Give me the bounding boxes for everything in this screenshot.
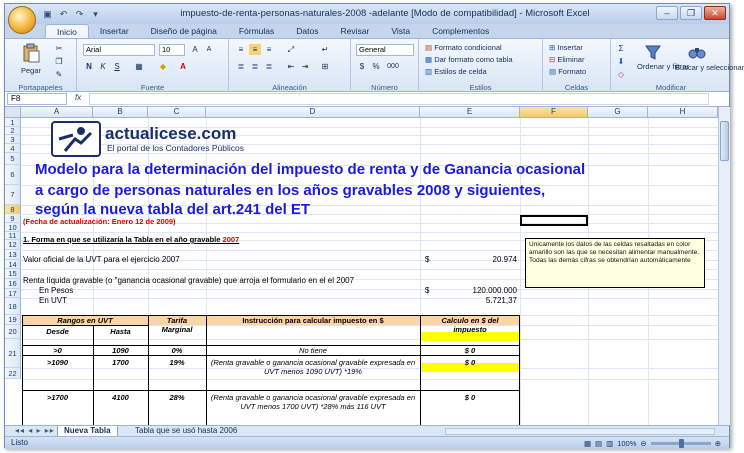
font-name-combo[interactable]: Arial xyxy=(83,44,155,56)
row-header[interactable]: 1 xyxy=(5,118,21,127)
title-line-2: a cargo de personas naturales en los años gravables 2008 y siguientes, xyxy=(35,182,546,199)
status-bar xyxy=(5,436,729,449)
col-header-f[interactable]: F xyxy=(520,107,588,118)
italic-button[interactable]: K xyxy=(100,62,106,71)
pesos-label: En Pesos xyxy=(39,286,74,295)
percent-button[interactable]: % xyxy=(372,62,380,71)
row-header[interactable]: 3 xyxy=(5,135,21,144)
horizontal-scrollbar[interactable] xyxy=(445,428,715,435)
align-center-icon[interactable]: ≣ xyxy=(251,62,259,71)
row2-calculo: $ 0 xyxy=(464,358,476,367)
row3-calculo: $ 0 xyxy=(464,393,476,402)
row2-tarifa: 19% xyxy=(169,358,185,367)
align-top-icon[interactable]: ≡ xyxy=(238,45,244,54)
delete-cells-button[interactable] xyxy=(549,55,584,64)
fill-color-icon[interactable]: ◆ xyxy=(159,62,167,71)
row3-hasta: 4100 xyxy=(112,393,129,402)
row-header[interactable]: 9 xyxy=(5,214,21,223)
cut-icon[interactable]: ✂ xyxy=(55,44,63,53)
tab-formulas[interactable]: Fórmulas xyxy=(238,26,275,36)
comment-note: Unicamente los datos de las celdas resaltadas en color amarillo son las que se necesitan alimentar manualmente. Todas las demás cifras se obtendrían automáticamente xyxy=(525,238,705,288)
row1-tarifa: 0% xyxy=(171,346,183,355)
ribbon-tabs xyxy=(5,24,729,39)
pesos-currency: $ xyxy=(425,286,430,295)
tab-complementos[interactable]: Complementos xyxy=(432,26,490,36)
zoom-in-icon[interactable]: ⊕ xyxy=(714,439,721,448)
format-as-table-button[interactable] xyxy=(425,55,513,64)
format-painter-icon[interactable]: ✎ xyxy=(55,70,63,79)
scroll-thumb[interactable] xyxy=(720,121,729,161)
renta-label: Renta líquida gravable (o "ganancia ocasional gravable) que arroja el formulario en el el 2007 xyxy=(23,276,355,285)
zoom-slider-thumb[interactable] xyxy=(679,439,684,448)
copy-icon[interactable]: ❐ xyxy=(55,57,63,66)
sheet-nav-arrows-icon[interactable]: ◂◂ ◂ ▸ ▸▸ xyxy=(15,426,55,435)
quick-access-toolbar xyxy=(41,8,102,20)
update-date: (Fecha de actualización: Enero 12 de 2009) xyxy=(23,217,176,226)
modify-group-label: Modificar xyxy=(655,83,687,92)
excel-window xyxy=(4,3,744,448)
section-1-text: 1. Forma en que se utilizaría la Tabla en el año gravable xyxy=(23,235,221,244)
row3-desde: >1700 xyxy=(46,393,69,402)
table-line xyxy=(148,315,149,427)
uvt-en-label: En UVT xyxy=(39,296,68,305)
fill-icon[interactable]: ⬇ xyxy=(617,57,625,66)
window-title: impuesto-de-renta-personas-naturales-2008 -adelante [Modo de compatibilidad] - Microsoft Excel xyxy=(180,8,590,19)
clipboard-group-label: Portapapeles xyxy=(18,83,63,92)
maximize-button[interactable]: ❐ xyxy=(680,6,702,20)
row1-instruccion: No tiene xyxy=(299,346,327,355)
number-group-label: Número xyxy=(371,83,398,92)
select-all-corner[interactable] xyxy=(5,107,21,118)
hdr-calculo: Calculo en $ del impuesto xyxy=(441,316,499,334)
row-header[interactable]: 2 xyxy=(5,127,21,135)
col-header-b[interactable]: B xyxy=(93,107,148,118)
title-bar xyxy=(5,4,729,24)
decrease-indent-icon[interactable]: ⇤ xyxy=(287,62,295,71)
conditional-format-label: Formato condicional xyxy=(434,43,502,52)
align-bottom-icon[interactable]: ≡ xyxy=(266,45,272,54)
orientation-icon[interactable]: ⤢ xyxy=(287,45,295,54)
uvt-label: Valor oficial de la UVT para el ejercicio 2007 xyxy=(23,255,180,264)
row-header[interactable]: 7 xyxy=(5,185,21,205)
sheet-tab-tabla-2006[interactable]: Tabla que se usó hasta 2006 xyxy=(135,426,238,435)
group-modify xyxy=(611,39,744,93)
uvt-en-value: 5.721,37 xyxy=(485,296,517,305)
title-line-3: según la nueva tabla del art.241 del ET xyxy=(35,201,311,218)
wrap-text-icon[interactable]: ↵ xyxy=(321,45,329,54)
autosum-icon[interactable]: Σ xyxy=(618,44,624,53)
window-controls xyxy=(656,6,726,20)
insert-cells-button[interactable] xyxy=(549,43,583,52)
tab-vista[interactable]: Vista xyxy=(391,26,411,36)
row-header[interactable]: 20 xyxy=(5,325,21,339)
row1-desde: >0 xyxy=(53,346,62,355)
uvt-currency: $ xyxy=(425,255,430,264)
merge-center-icon[interactable]: ⊞ xyxy=(321,62,329,71)
spreadsheet-grid xyxy=(5,107,718,425)
row-header[interactable]: 19 xyxy=(5,315,21,325)
vertical-scrollbar[interactable] xyxy=(718,107,730,425)
sheet-tab-bar xyxy=(5,425,729,436)
bold-button[interactable]: N xyxy=(86,62,92,71)
table-line xyxy=(93,325,94,427)
actualicese-logo-icon xyxy=(51,121,103,159)
format-cells-label: Formato xyxy=(558,67,587,76)
insert-cells-label: Insertar xyxy=(557,43,583,52)
hdr-hasta: Hasta xyxy=(110,327,131,336)
styles-group-label: Estilos xyxy=(469,83,492,92)
thousands-button[interactable]: 000 xyxy=(387,63,399,70)
number-format-combo[interactable]: General xyxy=(356,44,414,56)
alignment-group-label: Alineación xyxy=(272,83,307,92)
view-pagebreak-icon[interactable]: ▥ xyxy=(606,439,614,448)
undo-icon[interactable]: ↶ xyxy=(59,9,68,19)
col-header-g[interactable]: G xyxy=(588,107,648,118)
row-header[interactable]: 12 xyxy=(5,240,21,250)
row-header[interactable]: 15 xyxy=(5,269,21,279)
underline-button[interactable]: S xyxy=(114,62,120,71)
table-line xyxy=(22,355,520,356)
group-clipboard xyxy=(5,39,77,93)
format-cells-button[interactable] xyxy=(549,67,586,76)
zoom-slider[interactable] xyxy=(651,442,711,445)
font-color-icon[interactable]: A xyxy=(180,62,186,71)
row3-instruccion: (Renta gravable o ganancia ocasional gravable expresada en UVT menos 1700 UVT) *28% más 116 UVT xyxy=(210,393,416,411)
view-normal-icon[interactable]: ▦ xyxy=(583,439,592,448)
tab-datos[interactable]: Datos xyxy=(296,26,319,36)
section-1-title xyxy=(23,235,239,244)
col-header-c[interactable]: C xyxy=(148,107,206,118)
view-layout-icon[interactable]: ▤ xyxy=(595,439,603,448)
format-table-label: Dar formato como tabla xyxy=(434,55,513,64)
group-alignment xyxy=(229,39,351,93)
status-text: Listo xyxy=(11,438,28,447)
format-cells-icon: ▤ xyxy=(549,67,557,76)
grid-line xyxy=(21,289,718,290)
sort-filter-button[interactable]: Ordenar y filtrar xyxy=(637,62,690,71)
borders-icon[interactable]: ▦ xyxy=(135,62,143,71)
group-cells xyxy=(543,39,611,93)
grid-line xyxy=(21,153,718,154)
row-header[interactable]: 22 xyxy=(5,368,21,379)
row-header[interactable]: 21 xyxy=(5,339,21,368)
table-line xyxy=(206,315,207,427)
font-group-label: Fuente xyxy=(140,83,165,92)
row-header[interactable]: 11 xyxy=(5,232,21,240)
fx-icon[interactable]: fx xyxy=(75,93,82,102)
uvt-value[interactable]: 20.974 xyxy=(492,255,517,264)
format-table-icon: ▦ xyxy=(425,55,433,64)
align-right-icon[interactable]: ≣ xyxy=(265,62,273,71)
sheet-tab-nueva-tabla[interactable]: Nueva Tabla xyxy=(57,426,118,437)
pesos-value[interactable]: 120.000.000 xyxy=(472,286,517,295)
table-line xyxy=(22,390,520,391)
col-header-d[interactable]: D xyxy=(206,107,420,118)
save-icon[interactable]: ▣ xyxy=(43,9,52,19)
redo-icon[interactable]: ↷ xyxy=(75,9,84,19)
group-number xyxy=(351,39,419,93)
grid-line xyxy=(21,298,718,299)
active-cell-f8[interactable] xyxy=(520,215,588,226)
group-styles xyxy=(419,39,543,93)
row-header[interactable]: 14 xyxy=(5,260,21,269)
col-header-h[interactable]: H xyxy=(648,107,718,118)
row-header[interactable]: 6 xyxy=(5,165,21,185)
row-header[interactable]: 13 xyxy=(5,250,21,260)
row-header[interactable]: 18 xyxy=(5,298,21,315)
row1-hasta: 1090 xyxy=(112,346,129,355)
hdr-instruccion: Instrucción para calcular impuesto en $ xyxy=(242,316,384,325)
tab-inicio[interactable]: Inicio xyxy=(45,24,89,39)
tab-revisar[interactable]: Revisar xyxy=(340,26,370,36)
ribbon xyxy=(5,38,744,92)
col-header-e[interactable]: E xyxy=(420,107,520,118)
increase-indent-icon[interactable]: ⇥ xyxy=(301,62,309,71)
align-left-icon[interactable]: ≣ xyxy=(237,62,245,71)
font-size-combo[interactable]: 10 xyxy=(159,44,185,56)
row1-calculo: $ 0 xyxy=(464,346,476,355)
section-1-year: 2007 xyxy=(222,235,240,244)
paste-icon[interactable] xyxy=(21,43,41,63)
tab-diseno-pagina[interactable]: Diseño de página xyxy=(150,26,217,36)
table-line xyxy=(420,315,421,427)
hdr-desde: Desde xyxy=(46,327,69,336)
row2-hasta: 1700 xyxy=(112,358,129,367)
office-button[interactable] xyxy=(8,6,36,34)
clear-icon[interactable]: ◇ xyxy=(617,70,625,79)
row-header[interactable]: 8 xyxy=(5,205,21,214)
col-header-a[interactable]: A xyxy=(21,107,93,118)
shrink-font-icon[interactable]: A xyxy=(206,46,212,53)
find-icon[interactable] xyxy=(687,42,707,62)
group-font xyxy=(77,39,229,93)
conditional-format-icon: ▤ xyxy=(425,43,433,52)
logo-name: actualicese.com xyxy=(105,124,237,143)
insert-cells-icon: ⊞ xyxy=(549,43,556,52)
delete-cells-icon: ⊟ xyxy=(549,55,556,64)
row3-tarifa: 28% xyxy=(169,393,185,402)
align-middle-icon[interactable]: ≡ xyxy=(249,44,261,55)
formula-input[interactable] xyxy=(89,93,709,105)
find-select-button[interactable]: Buscar y seleccionar xyxy=(675,63,744,72)
zoom-control[interactable] xyxy=(584,439,721,448)
zoom-level[interactable]: 100% xyxy=(617,439,637,448)
row-header[interactable]: 5 xyxy=(5,153,21,165)
row-header[interactable]: 4 xyxy=(5,144,21,153)
conditional-format-button[interactable] xyxy=(425,43,502,52)
tab-insertar[interactable]: Insertar xyxy=(99,26,129,36)
sort-filter-icon[interactable] xyxy=(643,42,663,62)
minimize-button[interactable]: – xyxy=(656,6,678,20)
hdr-tarifa: Tarifa Marginal xyxy=(161,316,193,334)
cells-group-label: Celdas xyxy=(564,83,589,92)
logo-tagline: El portal de los Contadores Públicos xyxy=(107,143,245,153)
currency-button[interactable]: $ xyxy=(359,62,365,71)
zoom-out-icon[interactable]: ⊖ xyxy=(640,439,647,448)
grid-line xyxy=(21,232,718,233)
cell-styles-button[interactable] xyxy=(425,67,487,76)
cell-styles-icon: ▥ xyxy=(425,67,433,76)
name-box[interactable]: F8 xyxy=(7,93,67,105)
hdr-rangos: Rangos en UVT xyxy=(57,316,113,325)
grow-font-icon[interactable]: A xyxy=(192,45,198,54)
cell-styles-label: Estilos de celda xyxy=(434,67,487,76)
row2-instruccion: (Renta gravable o ganancia ocasional gravable expresada en UVT menos 1090 UVT) *19% xyxy=(210,358,416,376)
customize-qat-icon[interactable]: ▾ xyxy=(93,9,98,19)
close-button[interactable]: ✕ xyxy=(704,6,726,20)
row-header[interactable]: 17 xyxy=(5,289,21,298)
row2-desde: >1090 xyxy=(46,358,69,367)
formula-bar xyxy=(5,92,729,107)
row-header[interactable]: 16 xyxy=(5,279,21,289)
title-line-1: Modelo para la determinación del impuesto de renta y de Ganancia ocasional xyxy=(35,161,586,178)
row-header[interactable]: 10 xyxy=(5,223,21,232)
delete-cells-label: Eliminar xyxy=(557,55,585,64)
table-line xyxy=(22,325,148,326)
paste-label[interactable]: Pegar xyxy=(21,66,42,75)
